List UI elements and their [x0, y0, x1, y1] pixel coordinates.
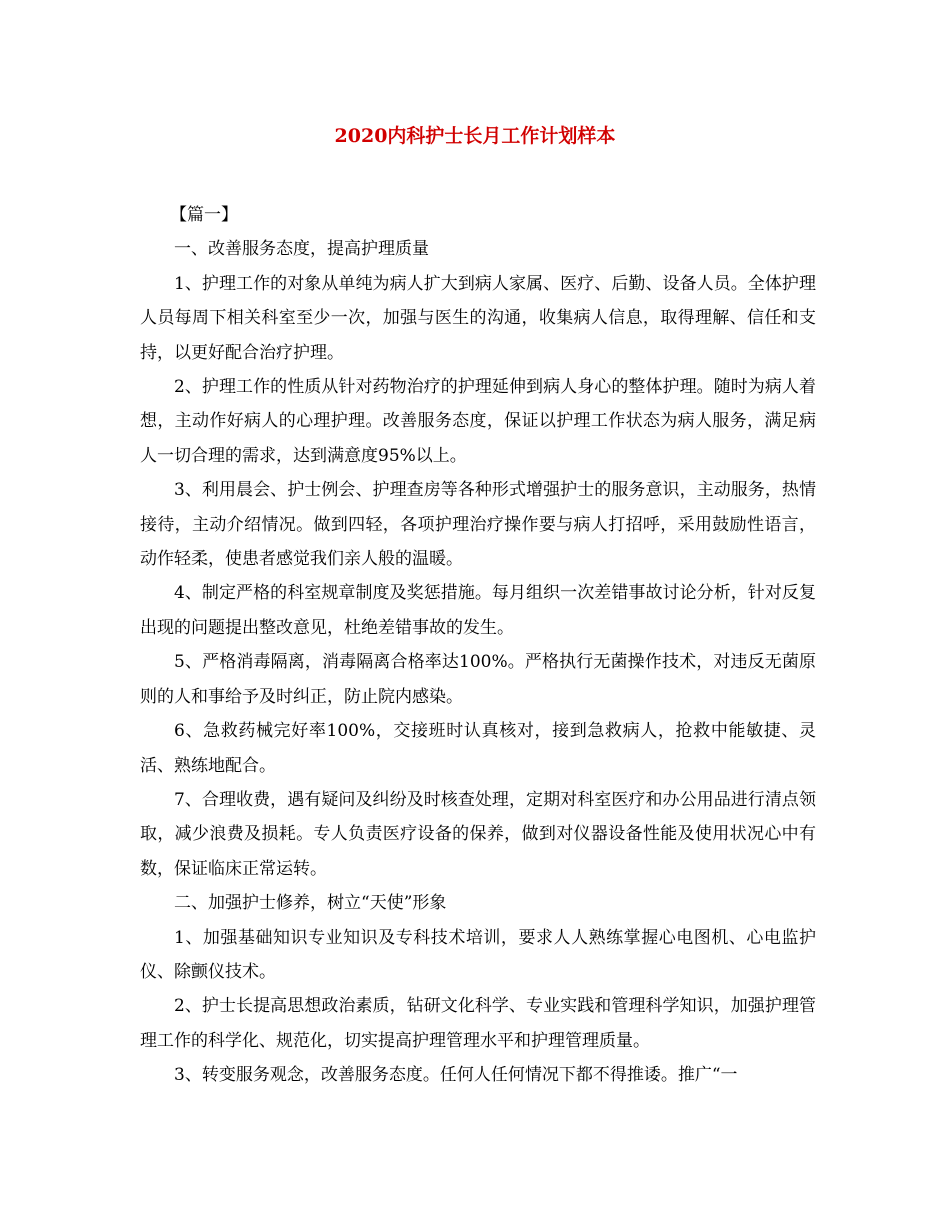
document-title: 2020内科护士长月工作计划样本	[334, 125, 616, 147]
body-paragraph: 2、护理工作的性质从针对药物治疗的护理延伸到病人身心的整体护理。随时为病人着想，主动作好病人的心理护理。改善服务态度，保证以护理工作状态为病人服务，满足病人一切合理的需求，达到满意度95%以上。	[140, 377, 816, 466]
body-paragraph: 2、护士长提高思想政治素质，钻研文化科学、专业实践和管理科学知识，加强护理管理工作的科学化、规范化，切实提高护理管理水平和护理管理质量。	[140, 996, 816, 1051]
body-paragraph: 7、合理收费，遇有疑问及纠纷及时核查处理，定期对科室医疗和办公用品进行清点领取，减少浪费及损耗。专人负责医疗设备的保养，做到对仪器设备性能及使用状况心中有数，保证临床正常运转。	[140, 789, 816, 879]
body-paragraph: 5、严格消毒隔离，消毒隔离合格率达100%。严格执行无菌操作技术，对违反无菌原则的人和事给予及时纠正，防止院内感染。	[140, 652, 816, 707]
document-body	[140, 198, 816, 1093]
body-paragraph: 1、加强基础知识专业知识及专科技术培训，要求人人熟练掌握心电图机、心电监护仪、除颤仪技术。	[140, 927, 816, 982]
body-paragraph: 4、制定严格的科室规章制度及奖惩措施。每月组织一次差错事故讨论分析，针对反复出现的问题提出整改意见，杜绝差错事故的发生。	[140, 583, 816, 638]
section-tag: 【篇一】	[170, 205, 238, 225]
body-paragraph: 3、利用晨会、护士例会、护理查房等各种形式增强护士的服务意识，主动服务，热情接待，主动介绍情况。做到四轻，各项护理治疗操作要与病人打招呼，采用鼓励性语言，动作轻柔，使患者感觉我们亲人般的温暖。	[140, 480, 816, 570]
section-heading: 一、改善服务态度，提高护理质量	[174, 239, 429, 260]
section-heading: 二、加强护士修养，树立“天使”形象	[174, 893, 447, 914]
body-paragraph: 3、转变服务观念，改善服务态度。任何人任何情况下都不得推诿。推广“一	[174, 1065, 738, 1086]
body-paragraph: 6、急救药械完好率100%，交接班时认真核对，接到急救病人，抢救中能敏捷、灵活、熟练地配合。	[140, 721, 816, 776]
body-paragraph: 1、护理工作的对象从单纯为病人扩大到病人家属、医疗、后勤、设备人员。全体护理人员每周下相关科室至少一次，加强与医生的沟通，收集病人信息，取得理解、信任和支持，以更好配合治疗护理。	[140, 273, 816, 363]
